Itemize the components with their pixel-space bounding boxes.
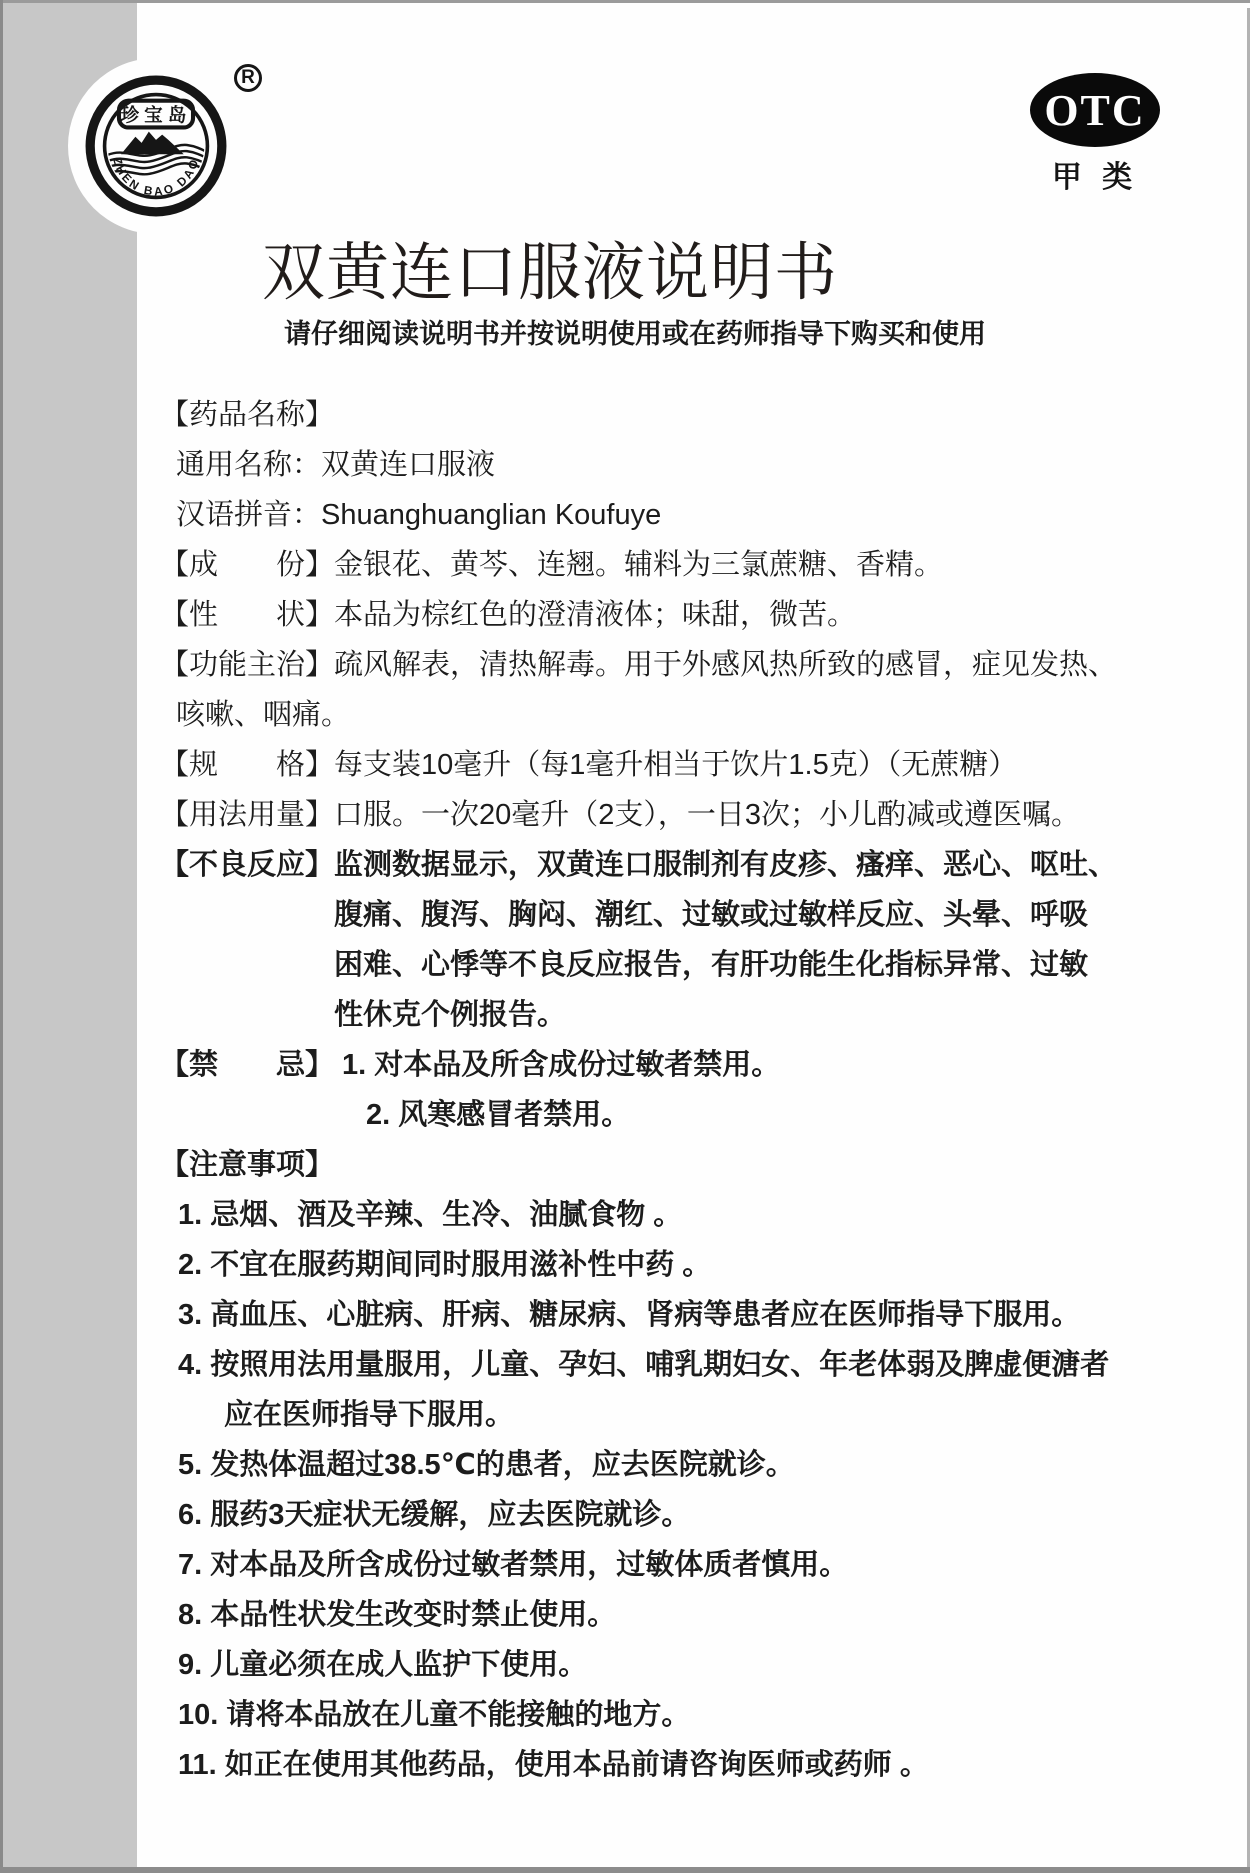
precaution-item-1: 1. 忌烟、酒及辛辣、生冷、油腻食物 。: [178, 1198, 683, 1231]
contraindications-item-2: 2. 风寒感冒者禁用。: [366, 1098, 631, 1131]
section-specification: 【规 格】每支装10毫升（每1毫升相当于饮片1.5克）（无蔗糖）: [160, 748, 1018, 781]
precaution-item-9: 9. 儿童必须在成人监护下使用。: [178, 1648, 588, 1681]
page-border-bottom: [0, 1867, 1250, 1873]
otc-label: OTC: [1044, 85, 1146, 135]
mountain-icon: [121, 132, 184, 155]
section-description: 【性 状】本品为棕红色的澄清液体；味甜，微苦。: [160, 598, 857, 631]
page-border-top: [0, 0, 1250, 3]
section-precautions: 【注意事项】: [160, 1148, 335, 1181]
brand-logo-icon: [84, 74, 228, 218]
precaution-item-7: 7. 对本品及所含成份过敏者禁用，过敏体质者慎用。: [178, 1548, 849, 1581]
section-drug-name: 【药品名称】: [160, 398, 335, 431]
page-title: 双黄连口服液说明书: [262, 236, 838, 309]
logo-name-text: 珍宝岛: [120, 104, 192, 126]
precaution-item-5: 5. 发热体温超过38.5℃的患者，应去医院就诊。: [178, 1448, 795, 1481]
precaution-item-6: 6. 服药3天症状无缓解，应去医院就诊。: [178, 1498, 691, 1531]
section-ingredients: 【成 份】金银花、黄芩、连翘。辅料为三氯蔗糖、香精。: [160, 548, 944, 581]
section-contraindications: 【禁 忌】 1. 对本品及所含成份过敏者禁用。: [160, 1048, 781, 1081]
page-subtitle: 请仔细阅读说明书并按说明使用或在药师指导下购买和使用: [284, 319, 986, 349]
adverse-reactions-cont: 腹痛、腹泻、胸闷、潮红、过敏或过敏样反应、头晕、呼吸: [334, 898, 1089, 931]
otc-category-label: 甲 类: [1051, 161, 1139, 194]
adverse-reactions-cont: 性休克个例报告。: [334, 998, 567, 1031]
precaution-item-4: 4. 按照用法用量服用，儿童、孕妇、哺乳期妇女、年老体弱及脾虚便溏者: [178, 1348, 1110, 1381]
section-functions-cont: 咳嗽、咽痛。: [176, 698, 351, 731]
precaution-item-11: 11. 如正在使用其他药品，使用本品前请咨询医师或药师 。: [178, 1748, 929, 1781]
generic-name-line: 通用名称：双黄连口服液: [176, 448, 496, 481]
precaution-item-3: 3. 高血压、心脏病、肝病、糖尿病、肾病等患者应在医师指导下服用。: [178, 1298, 1081, 1331]
precaution-item-2: 2. 不宜在服药期间同时服用滋补性中药 。: [178, 1248, 712, 1281]
section-adverse-reactions: 【不良反应】监测数据显示，双黄连口服制剂有皮疹、瘙痒、恶心、呕吐、: [160, 848, 1118, 881]
precaution-item-4-cont: 应在医师指导下服用。: [224, 1398, 515, 1431]
logo-pinyin-text: ZHEN BAO DAO: [110, 155, 202, 199]
adverse-reactions-cont: 困难、心悸等不良反应报告，有肝功能生化指标异常、过敏: [334, 948, 1089, 981]
insert-body: [0, 387, 1250, 1787]
section-functions: 【功能主治】疏风解表，清热解毒。用于外感风热所致的感冒，症见发热、: [160, 648, 1118, 681]
registered-trademark-icon: R: [234, 64, 262, 92]
precaution-item-10: 10. 请将本品放在儿童不能接触的地方。: [178, 1698, 691, 1731]
precaution-item-8: 8. 本品性状发生改变时禁止使用。: [178, 1598, 617, 1631]
section-dosage: 【用法用量】口服。一次20毫升（2支），一日3次；小儿酌减或遵医嘱。: [160, 798, 1081, 831]
otc-badge: [1030, 73, 1160, 147]
pinyin-name-line: 汉语拼音：Shuanghuanglian Koufuye: [176, 498, 662, 531]
